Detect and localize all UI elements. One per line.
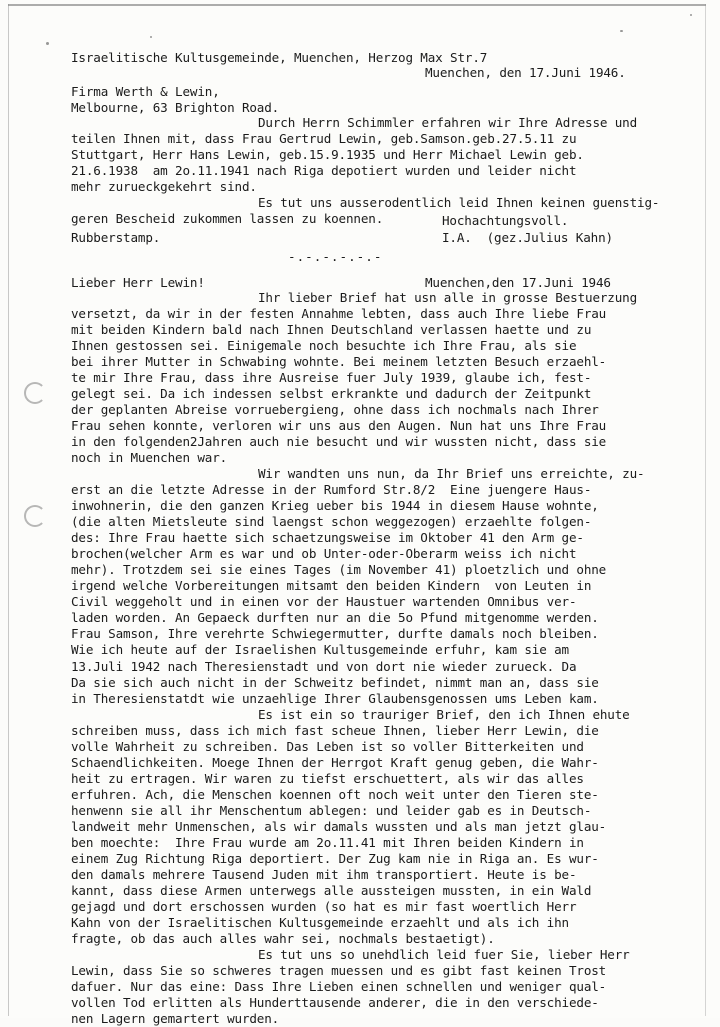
page-edge-top bbox=[8, 4, 706, 6]
letter2-body-line: landweit mehr Unmenschen, als wir damals wussten und als man jetzt glau- bbox=[71, 818, 607, 834]
letter2-body-line: Frau sehen konnte, verloren wir uns aus den Augen. Nun hat uns Ihre Frau bbox=[71, 418, 607, 434]
letter1-header: Israelitische Kultusgemeinde, Muenchen, Herzog Max Str.7 bbox=[71, 50, 488, 65]
letter2-body-line: Lewin, dass Sie so schweres tragen muessen und es gibt fast keinen Trost bbox=[71, 962, 607, 978]
letter2-body-line: des: Ihre Frau haette sich schaetzungsweise im Oktober 41 den Arm ge- bbox=[71, 530, 584, 546]
letter2-body-line: irgend welche Vorbereitungen mitsamt den beiden Kindern von Leuten in bbox=[71, 578, 592, 594]
letter1-date: Muenchen, den 17.Juni 1946. bbox=[425, 65, 626, 80]
letter1-body-line: geren Bescheid zukommen lassen zu koennen. bbox=[71, 211, 384, 226]
letter2-body-line: Ihr lieber Brief hat usn alle in grosse Bestuerzung bbox=[258, 290, 638, 305]
letter2-body-line: Ihnen gestossen sei. Einigemale noch besuchte ich Ihre Frau, als sie bbox=[71, 338, 577, 354]
letter1-recipient-line: Firma Werth & Lewin, bbox=[71, 84, 220, 99]
letter2-body-line: Es tut uns so unehdlich leid fuer Sie, lieber Herr bbox=[258, 946, 630, 962]
letter2-body-line: heit zu ertragen. Wir waren zu tiefst erschuettert, als wir das alles bbox=[71, 770, 584, 786]
letter2-body-line: mit beiden Kindern bald nach Ihnen Deutschland verlassen haette und zu bbox=[71, 322, 592, 337]
letter2-body-line: Es ist ein so trauriger Brief, den ich Ihnen ehute bbox=[258, 706, 630, 722]
letter1-body-line: Stuttgart, Herr Hans Lewin, geb.15.9.1935 und Herr Michael Lewin geb. bbox=[71, 147, 584, 162]
letter2-body-line: henwenn sie all ihr Menschentum ablegen: und leider gab es in Deutsch- bbox=[71, 802, 592, 818]
scan-speck bbox=[150, 36, 152, 38]
letter2-body-line: bei ihrer Mutter in Schwabing wohnte. Bei meinem letzten Besuch erzaehl- bbox=[71, 354, 607, 370]
letter2-body-line: gelegt sei. Da ich indessen selbst erkrankte und dadurch der Zeitpunkt bbox=[71, 386, 592, 402]
letter2-body-line: Civil weggeholt und in einen vor der Haustuer wartenden Omnibus ver- bbox=[71, 594, 577, 610]
letter2-body-line: fragte, ob das auch alles wahr sei, nochmals bestaetigt). bbox=[71, 930, 495, 946]
letter1-signature: I.A. (gez.Julius Kahn) bbox=[442, 230, 613, 245]
letter1-body-line: 21.6.1938 am 2o.11.1941 nach Riga depotiert wurden und leider nicht bbox=[71, 163, 577, 178]
letter2-body-line: dafuer. Nur das eine: Dass Ihre Lieben einen schnellen und weniger qual- bbox=[71, 978, 607, 994]
letter2-body-line: 13.Juli 1942 nach Theresienstadt und von dort nie wieder zurueck. Da bbox=[71, 658, 577, 674]
punch-hole-mark bbox=[24, 505, 46, 527]
letter2-body-line: noch in Muenchen war. bbox=[71, 450, 228, 466]
letter2-body-line: laden worden. An Gepaeck durften nur an die 5o Pfund mitgenomme werden. bbox=[71, 610, 599, 626]
letter2-body-line: erfuhren. Ach, die Menschen koennen oft noch weit unter den Tieren ste- bbox=[71, 786, 599, 802]
letter2-body-line: Wie ich heute auf der Israelishen Kultusgemeinde erfuhr, kam sie am bbox=[71, 642, 569, 658]
letter1-recipient-line: Melbourne, 63 Brighton Road. bbox=[71, 100, 280, 115]
letter2-body-line: kannt, dass diese Armen unterwegs alle aussteigen mussten, in ein Wald bbox=[71, 882, 592, 898]
letter2-body-line: vollen Tod erlitten als Hunderttausende anderer, die in den verschiede- bbox=[71, 994, 599, 1010]
letter2-body-line: in den folgenden2Jahren auch nie besucht und wir wussten nicht, dass sie bbox=[71, 434, 607, 450]
letter2-body-line: mehr). Trotzdem sei sie eines Tages (im November 41) ploetzlich und ohne bbox=[71, 562, 607, 578]
letter2-body-line: nen Lagern gemartert wurden. bbox=[71, 1010, 280, 1026]
letter2-body-line: Kahn von der Israelitischen Kultusgemeinde erzaehlt und als ich ihn bbox=[71, 914, 569, 930]
letter2-date: Muenchen,den 17.Juni 1946 bbox=[425, 275, 611, 290]
letter2-body-line: Schaendlichkeiten. Moege Ihnen der Herrgot Kraft genug geben, die Wahr- bbox=[71, 754, 599, 770]
letter2-body-line: gejagd und dort erschossen wurden (so hat es mir fast woertlich Herr bbox=[71, 898, 577, 914]
page-edge-left bbox=[8, 4, 9, 1016]
letter2-body-line: Da sie sich auch nicht in der Schweitz befindet, nimmt man an, dass sie bbox=[71, 674, 599, 690]
page-edge-right bbox=[705, 4, 706, 1016]
letter2-body-line: brochen(welcher Arm es war und ob Unter-oder-Oberarm weiss ich nicht bbox=[71, 546, 577, 562]
letter2-body-line: in Theresienstatdt wie unzaehlige Ihrer Glaubensgenossen ums Leben kam. bbox=[71, 690, 599, 706]
letter2-body-line: einem Zug Richtung Riga deportiert. Der Zug kam nie in Riga an. Es wur- bbox=[71, 850, 599, 866]
letter2-salutation: Lieber Herr Lewin! bbox=[71, 275, 205, 290]
letter1-body-line: teilen Ihnen mit, dass Frau Gertrud Lewin, geb.Samson.geb.27.5.11 zu bbox=[71, 131, 577, 146]
letter2-body-line: (die alten Mietsleute sind laengst schon weggezogen) erzaehlte folgen- bbox=[71, 514, 592, 530]
letter2-body-line: te mir Ihre Frau, dass ihre Ausreise fuer July 1939, glaube ich, fest- bbox=[71, 370, 592, 386]
letter1-body-line: Es tut uns ausserodentlich leid Ihnen keinen guenstig- bbox=[258, 195, 660, 210]
letter2-body-line: ben moechte: Ihre Frau wurde am 2o.11.41 mit Ihren beiden Kindern in bbox=[71, 834, 584, 850]
letter2-body-line: der geplanten Abreise vorruebergieng, ohne dass ich nochmals nach Ihrer bbox=[71, 402, 599, 418]
letter2-body-line: Wir wandten uns nun, da Ihr Brief uns erreichte, zu- bbox=[258, 466, 645, 482]
scan-speck bbox=[620, 30, 623, 32]
scan-speck bbox=[690, 14, 692, 16]
letter2-body-line: erst an die letzte Adresse in der Rumford Str.8/2 Eine juengere Haus- bbox=[71, 482, 592, 498]
letter2-body-line: versetzt, da wir in der festen Annahme lebten, dass auch Ihre liebe Frau bbox=[71, 306, 607, 321]
letter1-closing: Hochachtungsvoll. bbox=[442, 213, 569, 228]
scan-speck bbox=[46, 42, 49, 45]
letter1-stamp-note: Rubberstamp. bbox=[71, 230, 161, 245]
letter2-body-line: inwohnerin, die den ganzen Krieg ueber bis 1944 in diesem Hause wohnte, bbox=[71, 498, 599, 514]
letter1-body-line: Durch Herrn Schimmler erfahren wir Ihre Adresse und bbox=[258, 115, 638, 130]
letter1-body-line: mehr zurueckgekehrt sind. bbox=[71, 179, 257, 194]
letter2-body-line: volle Wahrheit zu schreiben. Das Leben ist so voller Bitterkeiten und bbox=[71, 738, 584, 754]
letter2-body-line: schreiben muss, dass ich mich fast scheue Ihnen, lieber Herr Lewin, die bbox=[71, 722, 599, 738]
letter-separator: -.-.-.-.-.- bbox=[288, 249, 383, 264]
letter2-body-line: Frau Samson, Ihre verehrte Schwiegermutter, durfte damals noch bleiben. bbox=[71, 626, 599, 642]
punch-hole-mark bbox=[24, 382, 46, 404]
letter2-body-line: den damals mehrere Tausend Juden mit ihm transportiert. Heute is be- bbox=[71, 866, 577, 882]
